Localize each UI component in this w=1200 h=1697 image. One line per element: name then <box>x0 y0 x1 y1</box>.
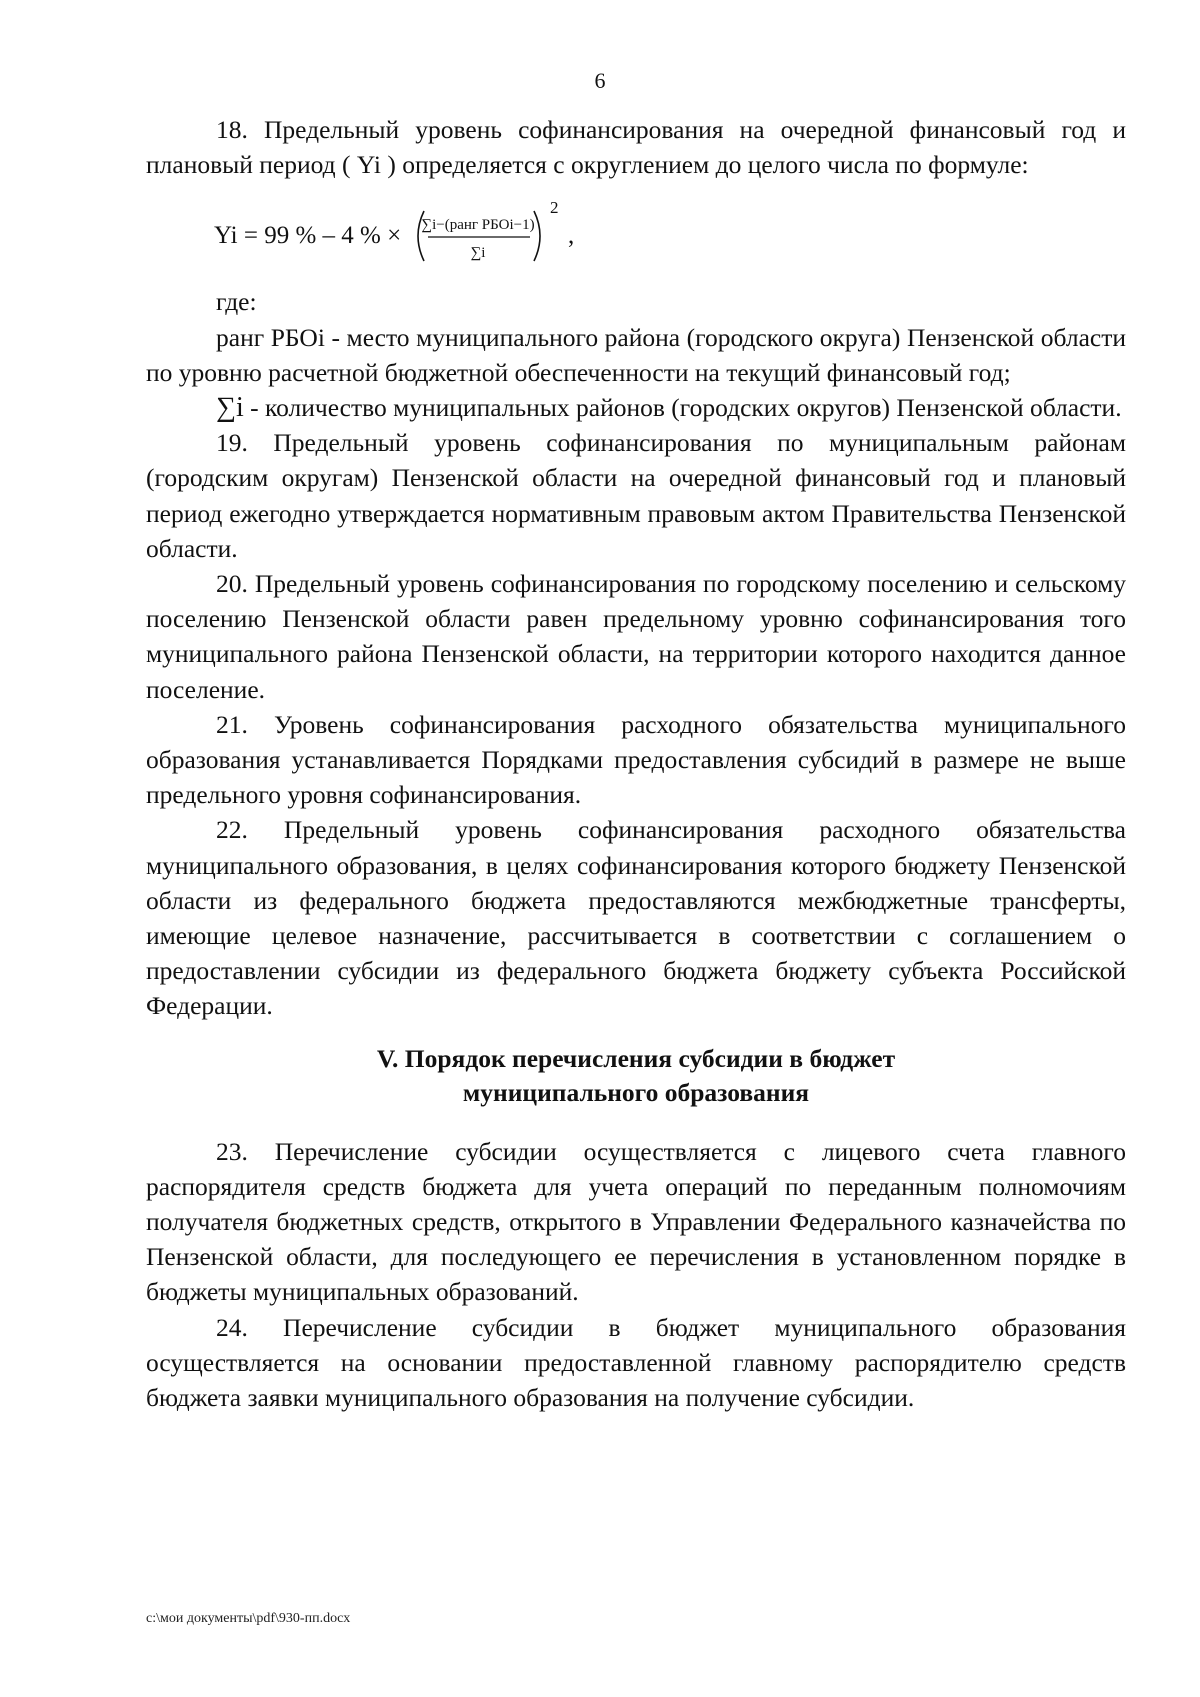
formula-exponent: 2 <box>550 198 559 218</box>
formula-graphic <box>214 191 674 275</box>
definition-sigma-text: - количество муниципальных районов (городских округов) Пензенской области. <box>243 393 1122 423</box>
formula-right-paren <box>534 211 540 261</box>
sigma-symbol: ∑i <box>216 392 244 424</box>
definition-sigma <box>146 390 1126 425</box>
paragraph-20: 20. Предельный уровень софинансирования по городскому поселению и сельскому поселению Пензенской области равен предельному уровню софинансирования того муниципального района Пензенской области, на территории которого находится данное поселение. <box>146 569 1126 704</box>
definition-rank: ранг РБОi - место муниципального района (городского округа) Пензенской области по уровню расчетной бюджетной обеспеченности на текущий финансовый год; <box>146 322 1126 387</box>
paragraph-19: 19. Предельный уровень софинансирования по муниципальным районам (городским округам) Пензенской области на очередной финансовый год и плановый период ежегодно утверждается нормативным правовым актом Правительства Пензенской области. <box>146 428 1126 563</box>
section-heading-line1: V. Порядок перечисления субсидии в бюджет <box>376 1043 896 1073</box>
page-number: 6 <box>594 68 606 93</box>
document-body <box>146 112 1126 1415</box>
paragraph-24: 24. Перечисление субсидии в бюджет муниципального образования осуществляется на основании предоставленной главному распорядителю средств бюджета заявки муниципального образования на получение субсидии. <box>146 1312 1126 1413</box>
formula-numerator: ∑i−(ранг РБОi−1) <box>421 217 535 234</box>
paragraph-23: 23. Перечисление субсидии осуществляется с лицевого счета главного распорядителя средств бюджета для учета операций по переданным полномочиям получателя бюджетных средств, открытого в Управлении Федерального казначейства по Пензенской области, для последующего ее перечисления в установленном порядке в бюджеты муниципальных образований. <box>146 1136 1126 1307</box>
footer-file-path: c:\мои документы\pdf\930-пп.docx <box>146 1611 351 1626</box>
formula-denominator: ∑i <box>470 245 486 262</box>
section-heading <box>146 1042 1126 1110</box>
where-label: где: <box>216 287 257 317</box>
formula <box>146 188 1126 278</box>
paragraph-18: 18. Предельный уровень софинансирования на очередной финансовый год и плановый период ( Yi ) определяется с округлением до целого числа по формуле: <box>146 115 1126 180</box>
paragraph-22: 22. Предельный уровень софинансирования расходного обязательства муниципального образования, в целях софинансирования которого бюджету Пензенской области из федерального бюджета предоставляются межбюджетные трансферты, имеющие целевое назначение, рассчитывается в соответствии с соглашением о предоставлении субсидии из федерального бюджета бюджету субъекта Российской Федерации. <box>146 815 1126 1021</box>
paragraph-21: 21. Уровень софинансирования расходного обязательства муниципального образования устанавливается Порядками предоставления субсидий в размере не выше предельного уровня софинансирования. <box>146 709 1126 810</box>
formula-lhs: Yi = 99 % – 4 % × <box>214 222 402 250</box>
formula-trailing: , <box>568 222 575 250</box>
section-heading-line2: муниципального образования <box>462 1077 810 1107</box>
